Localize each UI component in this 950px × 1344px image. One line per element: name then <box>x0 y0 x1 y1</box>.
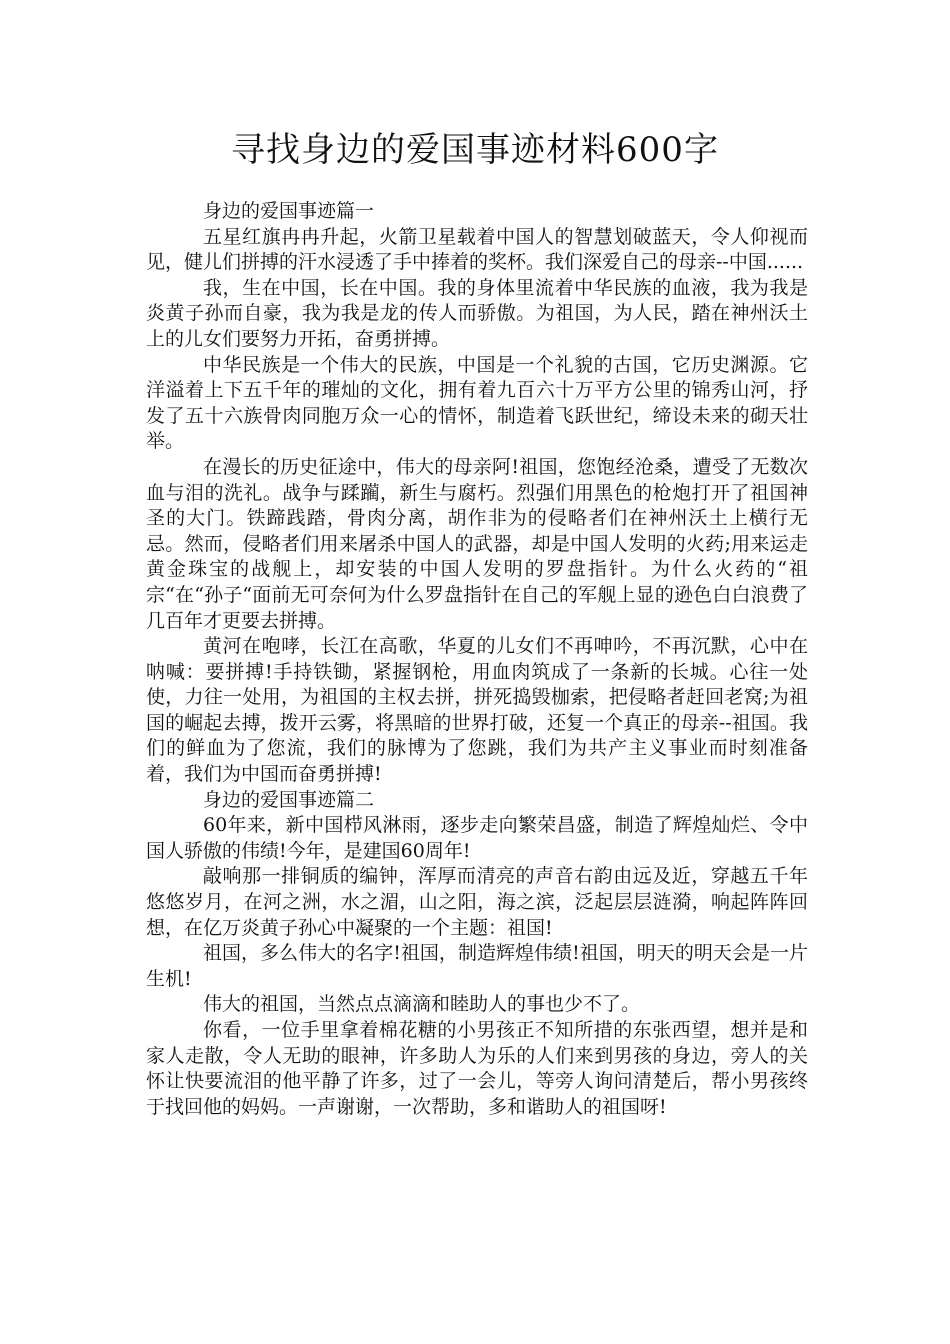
paragraph: 我，生在中国，长在中国。我的身体里流着中华民族的血液，我为我是炎黄子孙而自豪，我为我是龙的传人而骄傲。为祖国，为人民，踏在神州沃土上的儿女们要努力开拓，奋勇拼搏。 <box>146 276 808 350</box>
section-heading: 身边的爱国事迹篇二 <box>203 788 375 811</box>
document-body <box>146 199 808 1120</box>
paragraph: 黄河在咆哮，长江在高歌，华夏的儿女们不再呻吟，不再沉默，心中在呐喊：要拼搏!手持铁锄，紧握钢枪，用血肉筑成了一条新的长城。心往一处使，力往一处用，为祖国的主权去拼，拼死捣毁枷索，把侵略者赶回老窝;为祖国的崛起去搏，拨开云雾，将黑暗的世界打破，还复一个真正的母亲--祖国。我们的鲜血为了您流，我们的脉博为了您跳，我们为共产主义事业而时刻准备着，我们为中国而奋勇拼搏! <box>146 635 808 786</box>
paragraph: 在漫长的历史征途中，伟大的母亲阿!祖国，您饱经沧桑，遭受了无数次血与泪的洗礼。战争与蹂躏，新生与腐朽。烈强们用黑色的枪炮打开了祖国神圣的大门。铁蹄践踏，骨肉分离，胡作非为的侵略者们在神州沃土上横行无忌。然而，侵略者们用来屠杀中国人的武器，却是中国人发明的火药;用来运走黄金珠宝的战舰上，却安装的中国人发明的罗盘指针。为什么火药的“祖宗“在“孙子“面前无可奈何为什么罗盘指针在自己的军舰上显的逊色白白浪费了几百年才更要去拼搏。 <box>146 455 808 632</box>
paragraph: 伟大的祖国，当然点点滴滴和睦助人的事也少不了。 <box>203 993 641 1016</box>
document-title: 寻找身边的爱国事迹材料600字 <box>231 130 719 170</box>
paragraph: 敲响那一排铜质的编钟，浑厚而清亮的声音右韵由远及近，穿越五千年悠悠岁月，在河之洲，水之湄，山之阳，海之滨，泛起层层涟漪，响起阵阵回想，在亿万炎黄子孙心中凝聚的一个主题：祖国! <box>146 865 808 939</box>
paragraph: 你看，一位手里拿着棉花糖的小男孩正不知所措的东张西望，想并是和家人走散，令人无助的眼神，许多助人为乐的人们来到男孩的身边，旁人的关怀让快要流泪的他平静了许多，过了一会儿，等旁人询问清楚后，帮小男孩终于找回他的妈妈。一声谢谢，一次帮助，多和谐助人的祖国呀! <box>146 1019 808 1118</box>
paragraph: 中华民族是一个伟大的民族，中国是一个礼貌的古国，它历史渊源。它洋溢着上下五千年的璀灿的文化，拥有着九百六十万平方公里的锦秀山河，抒发了五十六族骨肉同胞万众一心的情怀，制造着飞跃世纪，缔设未来的砌天壮举。 <box>146 353 808 453</box>
paragraph: 祖国，多么伟大的名字!祖国，制造辉煌伟绩!祖国，明天的明天会是一片生机! <box>146 942 808 990</box>
section-heading: 身边的爱国事迹篇一 <box>203 200 375 222</box>
paragraph: 五星红旗冉冉升起，火箭卫星载着中国人的智慧划破蓝天，令人仰视而见，健儿们拼搏的汗水浸透了手中捧着的奖杯。我们深爱自己的母亲--中国...... <box>146 225 808 274</box>
paragraph: 60年来，新中国栉风淋雨，逐步走向繁荣昌盛，制造了辉煌灿烂、令中国人骄傲的伟绩!今年，是建国60周年! <box>146 814 808 862</box>
